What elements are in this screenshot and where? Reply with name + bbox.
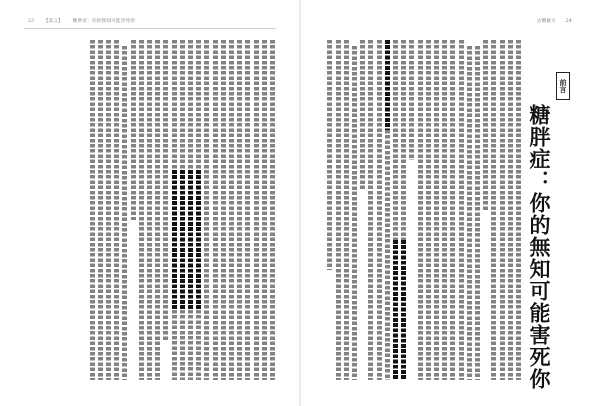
text-line-segment [327, 40, 332, 270]
text-line-segment [352, 46, 357, 380]
text-line-segment [442, 40, 447, 380]
text-line-segment [221, 40, 226, 380]
text-line-segment [188, 310, 193, 380]
text-line-segment [204, 40, 209, 380]
text-line-segment [254, 40, 259, 380]
text-line-segment [196, 40, 201, 170]
text-line-segment [459, 40, 464, 380]
text-line-segment [180, 170, 185, 310]
text-line-segment [491, 40, 496, 380]
text-line-segment [172, 40, 177, 170]
text-line-segment [401, 40, 406, 240]
right-book-title: 去糖解方 [536, 19, 557, 24]
text-line-segment [475, 46, 480, 380]
text-line-segment [393, 240, 398, 380]
text-line-segment [106, 40, 111, 380]
text-line-segment [188, 170, 193, 310]
left-header-rule [24, 28, 276, 29]
text-line-segment [147, 40, 152, 380]
text-line-segment [213, 40, 218, 380]
text-line-segment [434, 40, 439, 380]
text-line-segment [237, 40, 242, 380]
text-line-segment [368, 40, 373, 380]
text-line-segment [139, 40, 144, 380]
text-line-segment [418, 40, 423, 380]
text-line-segment [500, 40, 505, 380]
text-line-segment [377, 40, 382, 380]
left-section-tag: 【前言】 [43, 19, 64, 24]
text-line-segment [131, 40, 136, 220]
text-line-segment [163, 40, 168, 340]
text-line-segment [483, 40, 488, 210]
text-line-segment [245, 40, 250, 380]
left-running-head [24, 18, 139, 24]
text-line-segment [155, 40, 160, 380]
text-line-segment [467, 46, 472, 380]
text-line-segment [172, 310, 177, 380]
left-chapter-title: 糖胖症：你的無知可能害死你 [72, 19, 136, 24]
text-line-segment [401, 240, 406, 380]
text-line-segment [344, 40, 349, 380]
text-line-segment [409, 40, 414, 160]
left-page-number: 23 [28, 19, 35, 24]
text-line-segment [516, 40, 521, 380]
text-line-segment [385, 40, 390, 130]
text-line-segment [172, 170, 177, 310]
text-line-segment [114, 40, 119, 380]
text-line-segment [180, 40, 185, 170]
text-line-segment [196, 170, 201, 310]
text-line-segment [188, 40, 193, 170]
text-line-segment [98, 40, 103, 380]
text-line-segment [122, 46, 127, 380]
text-line-segment [385, 130, 390, 380]
right-running-head [533, 18, 576, 24]
text-line-segment [90, 40, 95, 380]
text-line-segment [393, 40, 398, 240]
text-line-segment [508, 40, 513, 380]
text-line-segment [262, 40, 267, 380]
chapter-title: 糖胖症：你的無知可能害死你 [527, 104, 552, 390]
section-label: 前言 [556, 72, 570, 100]
text-line-segment [360, 40, 365, 190]
text-line-segment [426, 40, 431, 380]
text-line-segment [336, 40, 341, 380]
text-line-segment [450, 40, 455, 380]
text-line-segment [196, 310, 201, 380]
text-line-segment [270, 40, 275, 380]
text-line-segment [229, 40, 234, 380]
right-page-number: 24 [565, 19, 572, 24]
text-line-segment [180, 310, 185, 380]
